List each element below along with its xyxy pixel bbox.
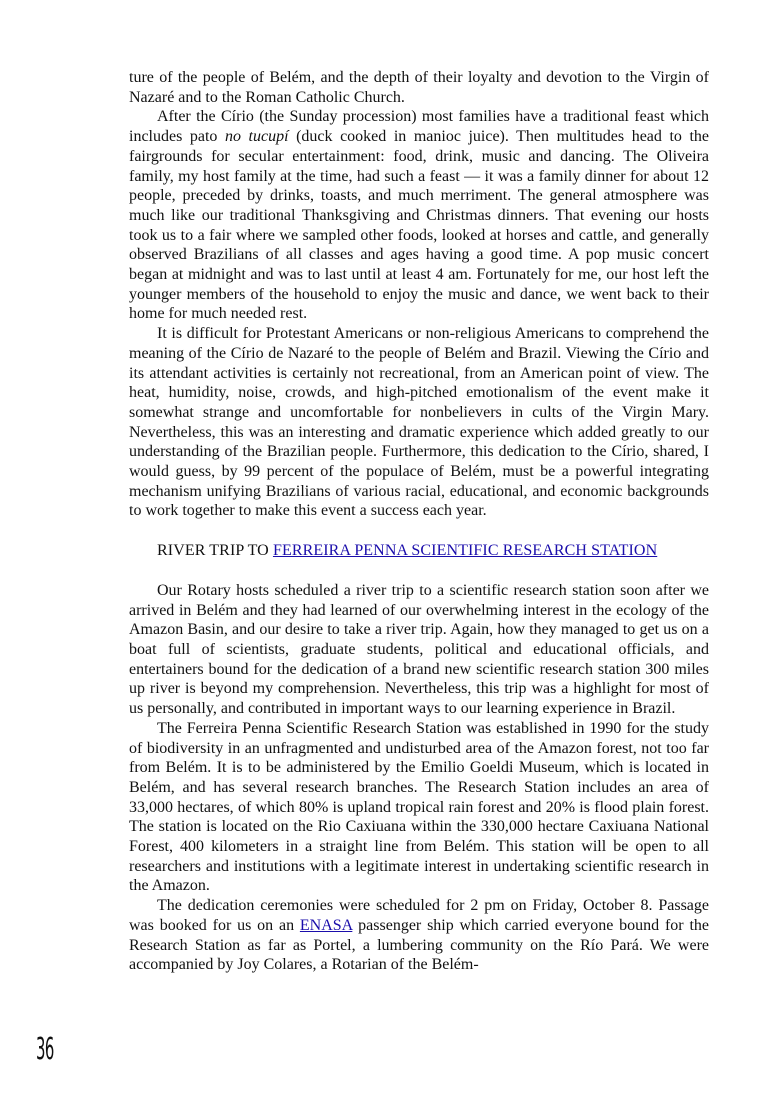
heading-prefix: RIVER TRIP TO bbox=[157, 542, 273, 560]
paragraph-continuation: ture of the people of Belém, and the depth of their loyalty and devotion to the Virgin of Nazaré and to the Roman Catholic Church. bbox=[129, 69, 709, 106]
page-number: 36 bbox=[36, 1032, 54, 1067]
paragraph-rotary-hosts: Our Rotary hosts scheduled a river trip to a scientific research station soon after we arrived in Belém and they had learned of our overwhelming interest in the ecology of the Amazon Basin, and our desire to take a river trip. Again, how they managed to get us on a boat full of scientists, graduate students, political and educational officials, and entertainers bound for the dedication of a brand new scientific research station 300 miles up river is beyond my comprehension. Nevertheless, this trip was a highlight for most of us personally, and contributed in important ways to our learning experience in Brazil. bbox=[129, 581, 709, 718]
section-heading bbox=[157, 541, 709, 561]
emphasis-text: no tucupí bbox=[224, 128, 289, 146]
paragraph-protestant-americans: It is difficult for Protestant Americans or non-religious Americans to comprehend the meaning of the Círio de Nazaré to the people of Belém and Brazil. Viewing the Círio and its attendant activities is certainly not recreational, from an American point of view. The heat, humidity, noise, crowds, and high-pitched emotionalism of the event make it somewhat strange and uncomfortable for nonbelievers in cults of the Virgin Mary. Nevertheless, this was an interesting and dramatic experience which added greatly to our understanding of the Brazilian people. Furthermore, this dedication to the Círio, shared, I would guess, by 99 percent of the populace of Belém, must be a powerful integrating mechanism unifying Brazilians of various racial, educational, and economic backgrounds to work together to make this event a success each year. bbox=[129, 325, 709, 520]
paragraph-cirio-feast bbox=[129, 107, 709, 324]
paragraph-dedication bbox=[129, 896, 709, 975]
research-station-link[interactable]: FERREIRA PENNA SCIENTIFIC RESEARCH STATION bbox=[272, 542, 658, 560]
paragraph-text: (duck cooked in manioc juice). Then multitudes head to the fairgrounds for secular entertainment: food, drink, music and dancing. The Oliveira family, my host family at the time, had such a feast — it was a family dinner for about 12 people, preceded by drinks, toasts, and much merriment. The general atmosphere was much like our traditional Thanksgiving and Christmas dinners. That evening our hosts took us to a fair where we sampled other foods, looked at horses and cattle, and generally observed Brazilians of all classes and ages having a good time. A pop music concert began at midnight and was to last until at least 4 am. Fortunately for me, our host left the younger members of the household to enjoy the music and dance, we went back to their home for much needed rest. bbox=[129, 128, 709, 323]
enasa-link[interactable]: ENASA bbox=[299, 916, 353, 934]
paragraph-text: The dedication ceremonies were scheduled for 2 pm on Friday, October 8. Passage was booked for us on an bbox=[129, 897, 709, 934]
paragraph-text: After the Círio (the Sunday procession) most families have a traditional feast which includes pato bbox=[129, 108, 709, 146]
paragraph-text: passenger ship which carried everyone bound for the Research Station as far as Portel, a lumbering community on the Río Pará. We were accompanied by Joy Colares, a Rotarian of the Belém- bbox=[129, 916, 709, 974]
paragraph-research-station: The Ferreira Penna Scientific Research Station was established in 1990 for the study of biodiversity in an unfragmented and undisturbed area of the Amazon forest, not too far from Belém. It is to be administered by the Emilio Goeldi Museum, which is located in Belém, and has several research branches. The Research Station includes an area of 33,000 hectares, of which 80% is upland tropical rain forest and 20% is flood plain forest. The station is located on the Rio Caxiuana within the 330,000 hectare Caxiuana National Forest, 400 kilometers in a straight line from Belém. This station will be open to all researchers and institutions with a legitimate interest in undertaking scientific research in the Amazon. bbox=[129, 719, 709, 895]
page-body bbox=[129, 68, 709, 975]
